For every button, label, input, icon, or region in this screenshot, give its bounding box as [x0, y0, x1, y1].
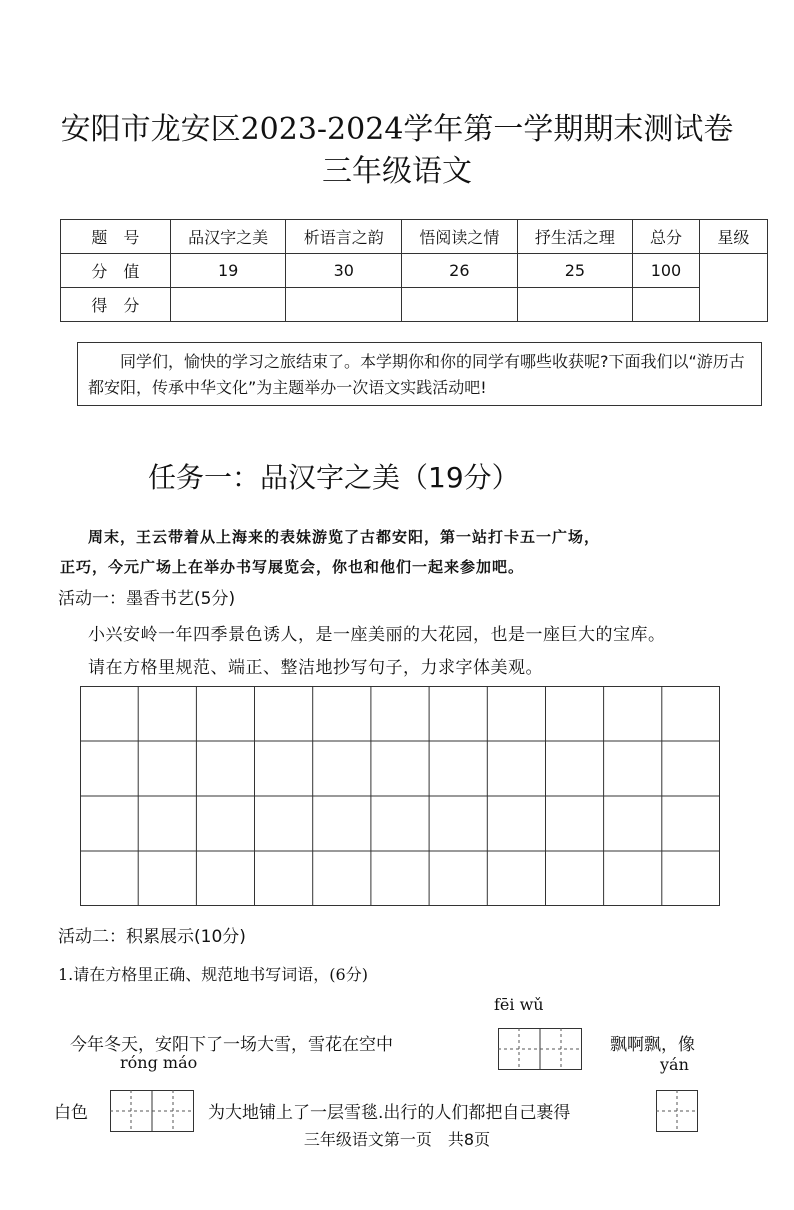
intro-text: 同学们，愉快的学习之旅结束了。本学期你和你的同学有哪些收获呢?下面我们以“游历古都安阳，传承中华文化”为主题举办一次语文实践活动吧! — [88, 352, 745, 397]
answer-box-fei-wu[interactable] — [498, 1028, 582, 1070]
score-cell: 30 — [286, 254, 402, 288]
task1-title: 任务一：品汉字之美（19分） — [148, 461, 520, 494]
score-cell: 品汉字之美 — [170, 220, 286, 254]
page-footer: 三年级语文第一页 共8页 — [303, 1130, 491, 1149]
score-cell: 抒生活之理 — [517, 220, 633, 254]
sentence-2-part-b: 为大地铺上了一层雪毯.出行的人们都把自己裹得 — [208, 1103, 571, 1123]
score-cell: 26 — [402, 254, 518, 288]
score-cell: 题 号 — [61, 220, 171, 254]
score-table-row-header — [61, 220, 768, 254]
score-table — [60, 219, 768, 322]
score-cell: 总分 — [633, 220, 699, 254]
pinyin-yan: yán — [660, 1055, 689, 1074]
score-cell: 分 值 — [61, 254, 171, 288]
score-cell: 19 — [170, 254, 286, 288]
intro-box — [77, 342, 762, 406]
pinyin-fei-wu: fēi wǔ — [494, 995, 544, 1014]
activity1-title: 活动一：墨香书艺(5分) — [58, 589, 236, 609]
writing-grid[interactable] — [80, 686, 720, 906]
score-cell: 25 — [517, 254, 633, 288]
score-blank[interactable] — [170, 288, 286, 322]
activity1-instruction: 请在方格里规范、端正、整洁地抄写句子，力求字体美观。 — [88, 658, 543, 678]
sentence-2-part-a: 白色 — [54, 1103, 88, 1123]
score-blank[interactable] — [286, 288, 402, 322]
score-cell: 得 分 — [61, 288, 171, 322]
score-cell: 析语言之韵 — [286, 220, 402, 254]
score-blank[interactable] — [633, 288, 699, 322]
question-1: 1.请在方格里正确、规范地书写词语，(6分) — [58, 965, 368, 984]
score-blank[interactable] — [402, 288, 518, 322]
story-line-1: 周末，王云带着从上海来的表妹游览了古都安阳，第一站打卡五一广场， — [88, 528, 601, 546]
activity2-title: 活动二：积累展示(10分) — [58, 927, 246, 947]
score-table-row-values — [61, 254, 768, 288]
score-cell: 星级 — [699, 220, 767, 254]
activity1-sentence: 小兴安岭一年四季景色诱人，是一座美丽的大花园，也是一座巨大的宝库。 — [88, 625, 666, 645]
score-cell: 100 — [633, 254, 699, 288]
score-cell: 悟阅读之情 — [402, 220, 518, 254]
exam-subtitle: 三年级语文 — [322, 154, 472, 189]
score-blank[interactable] — [517, 288, 633, 322]
story-line-2: 正巧，今元广场上在举办书写展览会，你也和他们一起来参加吧。 — [60, 558, 525, 576]
answer-box-rong-mao[interactable] — [110, 1090, 194, 1132]
exam-title: 安阳市龙安区2023-2024学年第一学期期末测试卷 — [60, 112, 734, 147]
answer-box-yan[interactable] — [656, 1090, 698, 1132]
sentence-1-part-b: 飘啊飘，像 — [610, 1035, 695, 1055]
star-level-cell[interactable] — [699, 254, 767, 322]
score-table-row-scores — [61, 288, 768, 322]
pinyin-rong-mao: róng máo — [120, 1053, 198, 1072]
sentence-1-part-a: 今年冬天，安阳下了一场大雪，雪花在空中 — [70, 1035, 393, 1055]
